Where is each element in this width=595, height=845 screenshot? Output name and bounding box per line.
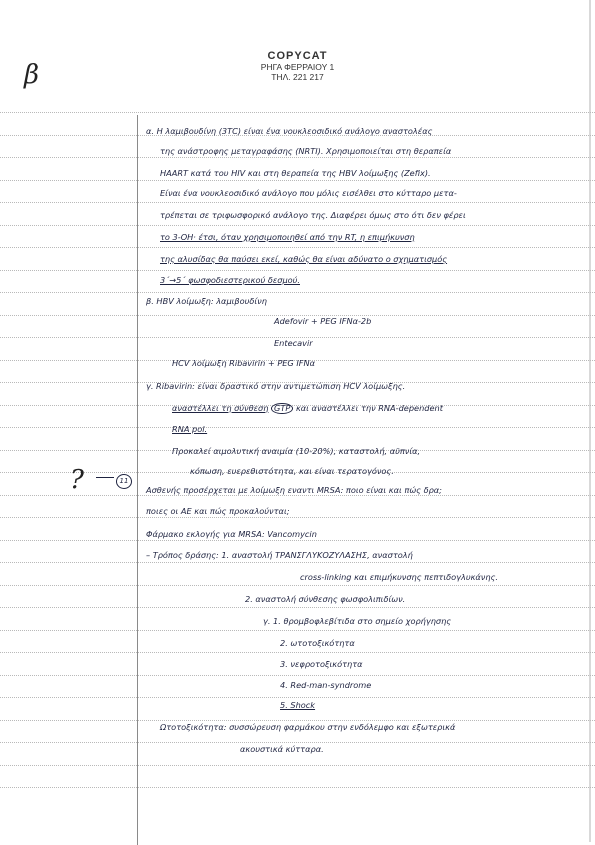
note-line: Ωτοτοξικότητα: συσσώρευση φαρμάκου στην ενδόλεμφο και εξωτερικά bbox=[160, 722, 456, 732]
note-line: 3΄→5΄ φωσφοδιεστερικού δεσμού. bbox=[160, 275, 300, 285]
note-fragment: και αναστέλλει την RNA-dependent bbox=[295, 403, 443, 413]
note-fragment: αναστέλλει τη σύνθεση bbox=[172, 403, 269, 413]
note-line: 3. νεφροτοξικότητα bbox=[280, 659, 363, 669]
question-number-circle: 11 bbox=[116, 474, 132, 489]
page-corner-letter: β bbox=[24, 60, 40, 90]
note-line: RNA pol. bbox=[172, 424, 208, 434]
page-edge-shadow bbox=[589, 0, 591, 842]
margin-question-mark: ? bbox=[70, 465, 84, 495]
note-line: της αλυσίδας θα παύσει εκεί, καθώς θα είναι αδύνατο ο σχηματισμός bbox=[160, 254, 448, 264]
margin-line bbox=[137, 115, 138, 845]
note-line: Entecavir bbox=[274, 338, 313, 348]
note-line: 2. ωτοτοξικότητα bbox=[280, 638, 355, 648]
note-line: HCV λοίμωξη Ribavirin + PEG IFNα bbox=[172, 358, 316, 368]
note-line: ακουστικά κύτταρα. bbox=[240, 744, 324, 754]
note-line-gtp bbox=[172, 403, 443, 414]
note-line: γ. 1. θρομβοφλεβίτιδα στο σημείο χορήγησης bbox=[263, 616, 452, 626]
margin-arrow bbox=[96, 477, 114, 478]
circled-gtp: GTP bbox=[271, 403, 293, 414]
stamp-address: ΡΗΓΑ ΦΕΡΡΑΙΟΥ 1 bbox=[260, 62, 335, 72]
note-line: – Τρόπος δράσης: 1. αναστολή ΤΡΑΝΣΓΛΥΚΟΖΥΛΑΣΗΣ, αναστολή bbox=[146, 550, 413, 560]
note-line: 4. Red-man-syndrome bbox=[280, 680, 372, 690]
note-line: Adefovir + PEG IFNα-2b bbox=[274, 316, 372, 326]
note-line: κόπωση, ευερεθιστότητα, και είναι τερατογόνος. bbox=[190, 466, 394, 476]
note-line: Είναι ένα νουκλεοσιδικό ανάλογο που μόλις εισέλθει στο κύτταρο μετα- bbox=[160, 188, 457, 198]
note-line: 2. αναστολή σύνθεσης φωσφολιπιδίων. bbox=[245, 594, 406, 604]
note-line: το 3-ΟΗ· έτσι, όταν χρησιμοποιηθεί από την RT, η επιμήκυνση bbox=[160, 232, 415, 242]
copyshop-stamp bbox=[0, 50, 595, 82]
note-line: HAART κατά του HIV και στη θεραπεία της HBV λοίμωξης (Zefix). bbox=[160, 168, 431, 178]
note-line: β. HBV λοίμωξη: λαμιβουδίνη bbox=[146, 296, 267, 306]
note-line: Φάρμακο εκλογής για MRSA: Vancomycin bbox=[146, 529, 317, 539]
note-line: 5. Shock bbox=[280, 700, 316, 710]
note-line: ποιες οι ΑΕ και πώς προκαλούνται; bbox=[146, 506, 290, 516]
note-line: α. Η λαμιβουδίνη (3TC) είναι ένα νουκλεοσιδικό ανάλογο αναστολέας bbox=[146, 126, 433, 136]
note-line: τρέπεται σε τριφωσφορικό ανάλογο της. Διαφέρει όμως στο ότι δεν φέρει bbox=[160, 210, 466, 220]
note-line: cross-linking και επιμήκυνσης πεπτιδογλυκάνης. bbox=[300, 572, 498, 582]
note-line: Προκαλεί αιμολυτική αναιμία (10-20%), καταστολή, αϋπνία, bbox=[172, 446, 421, 456]
stamp-title: COPYCAT bbox=[267, 50, 328, 62]
note-line: Ασθενής προσέρχεται με λοίμωξη εναντι MRSA: ποιο είναι και πώς δρα; bbox=[146, 485, 442, 495]
note-line: της ανάστροφης μεταγραφάσης (NRTI). Χρησιμοποιείται στη θεραπεία bbox=[160, 146, 452, 156]
note-line: γ. Ribavirin: είναι δραστικό στην αντιμετώπιση HCV λοίμωξης. bbox=[146, 381, 406, 391]
stamp-phone: ΤΗΛ. 221 217 bbox=[271, 72, 324, 82]
